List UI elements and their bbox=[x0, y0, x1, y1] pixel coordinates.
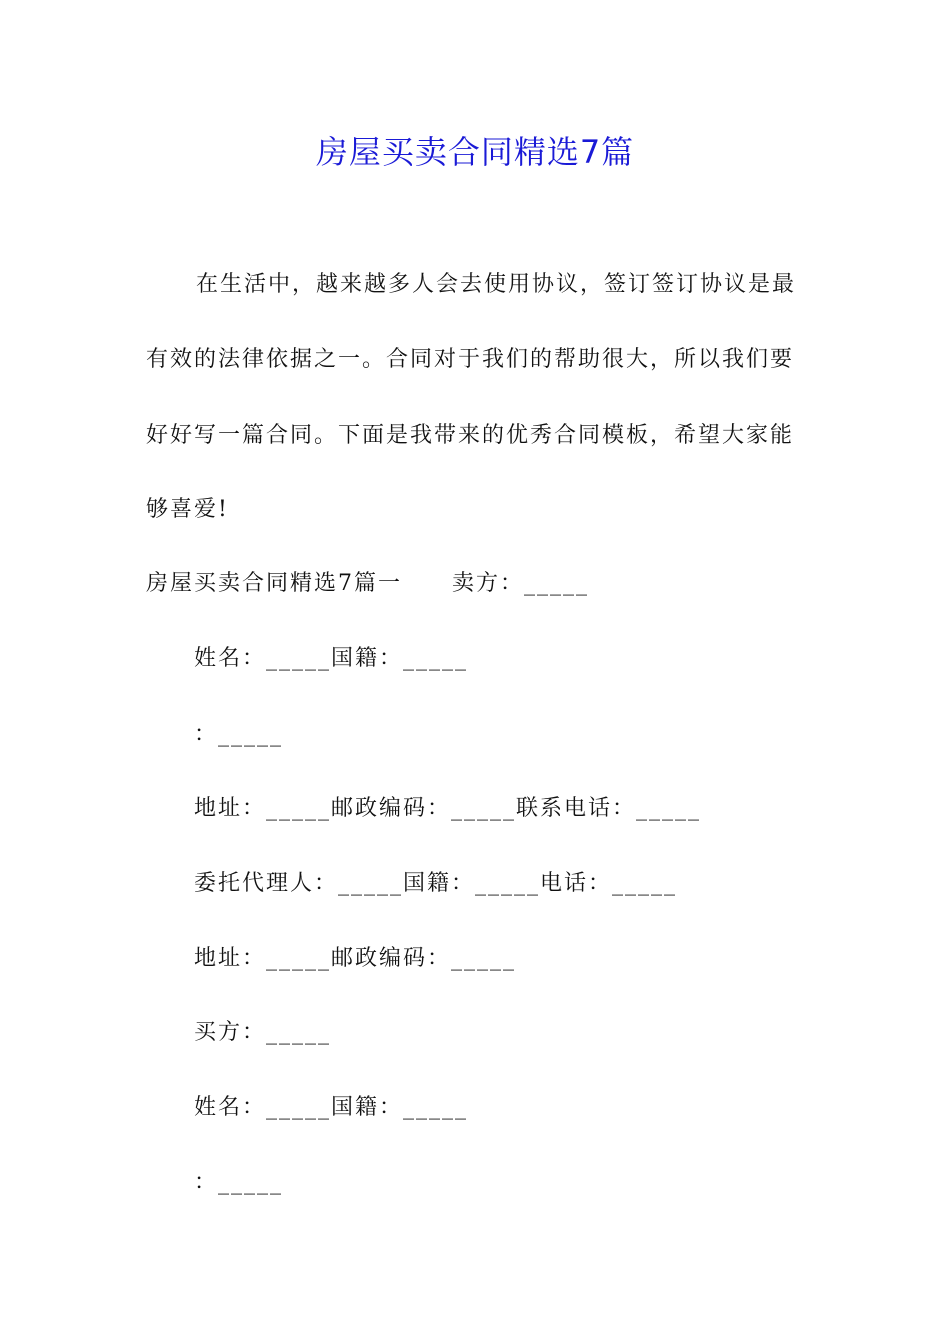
intro-paragraph-line: 在生活中，越来越多人会去使用协议，签订签订协议是最 bbox=[196, 272, 797, 297]
intro-paragraph-line: 够喜爱! bbox=[146, 497, 229, 522]
form-field-line: 姓名：_____国籍：_____ bbox=[194, 1095, 469, 1120]
document-title: 房屋买卖合同精选7篇 bbox=[315, 133, 635, 171]
form-field-line: 买方：_____ bbox=[194, 1020, 332, 1045]
form-field-line: 姓名：_____国籍：_____ bbox=[194, 646, 469, 671]
section-heading: 房屋买卖合同精选7篇一 bbox=[146, 571, 402, 596]
intro-paragraph-line: 有效的法律依据之一。合同对于我们的帮助很大，所以我们要 bbox=[146, 347, 795, 372]
intro-paragraph-line: 好好写一篇合同。下面是我带来的优秀合同模板，希望大家能 bbox=[146, 423, 795, 448]
form-field-line: 委托代理人：_____国籍：_____电话：_____ bbox=[194, 871, 678, 896]
seller-field: 卖方：_____ bbox=[452, 571, 590, 596]
form-field-line: ：_____ bbox=[194, 1170, 284, 1195]
form-field-line: ：_____ bbox=[194, 722, 284, 747]
form-field-line: 地址：_____邮政编码：_____ bbox=[194, 946, 517, 971]
section-heading-row bbox=[146, 568, 589, 600]
form-field-line: 地址：_____邮政编码：_____联系电话：_____ bbox=[194, 796, 702, 821]
